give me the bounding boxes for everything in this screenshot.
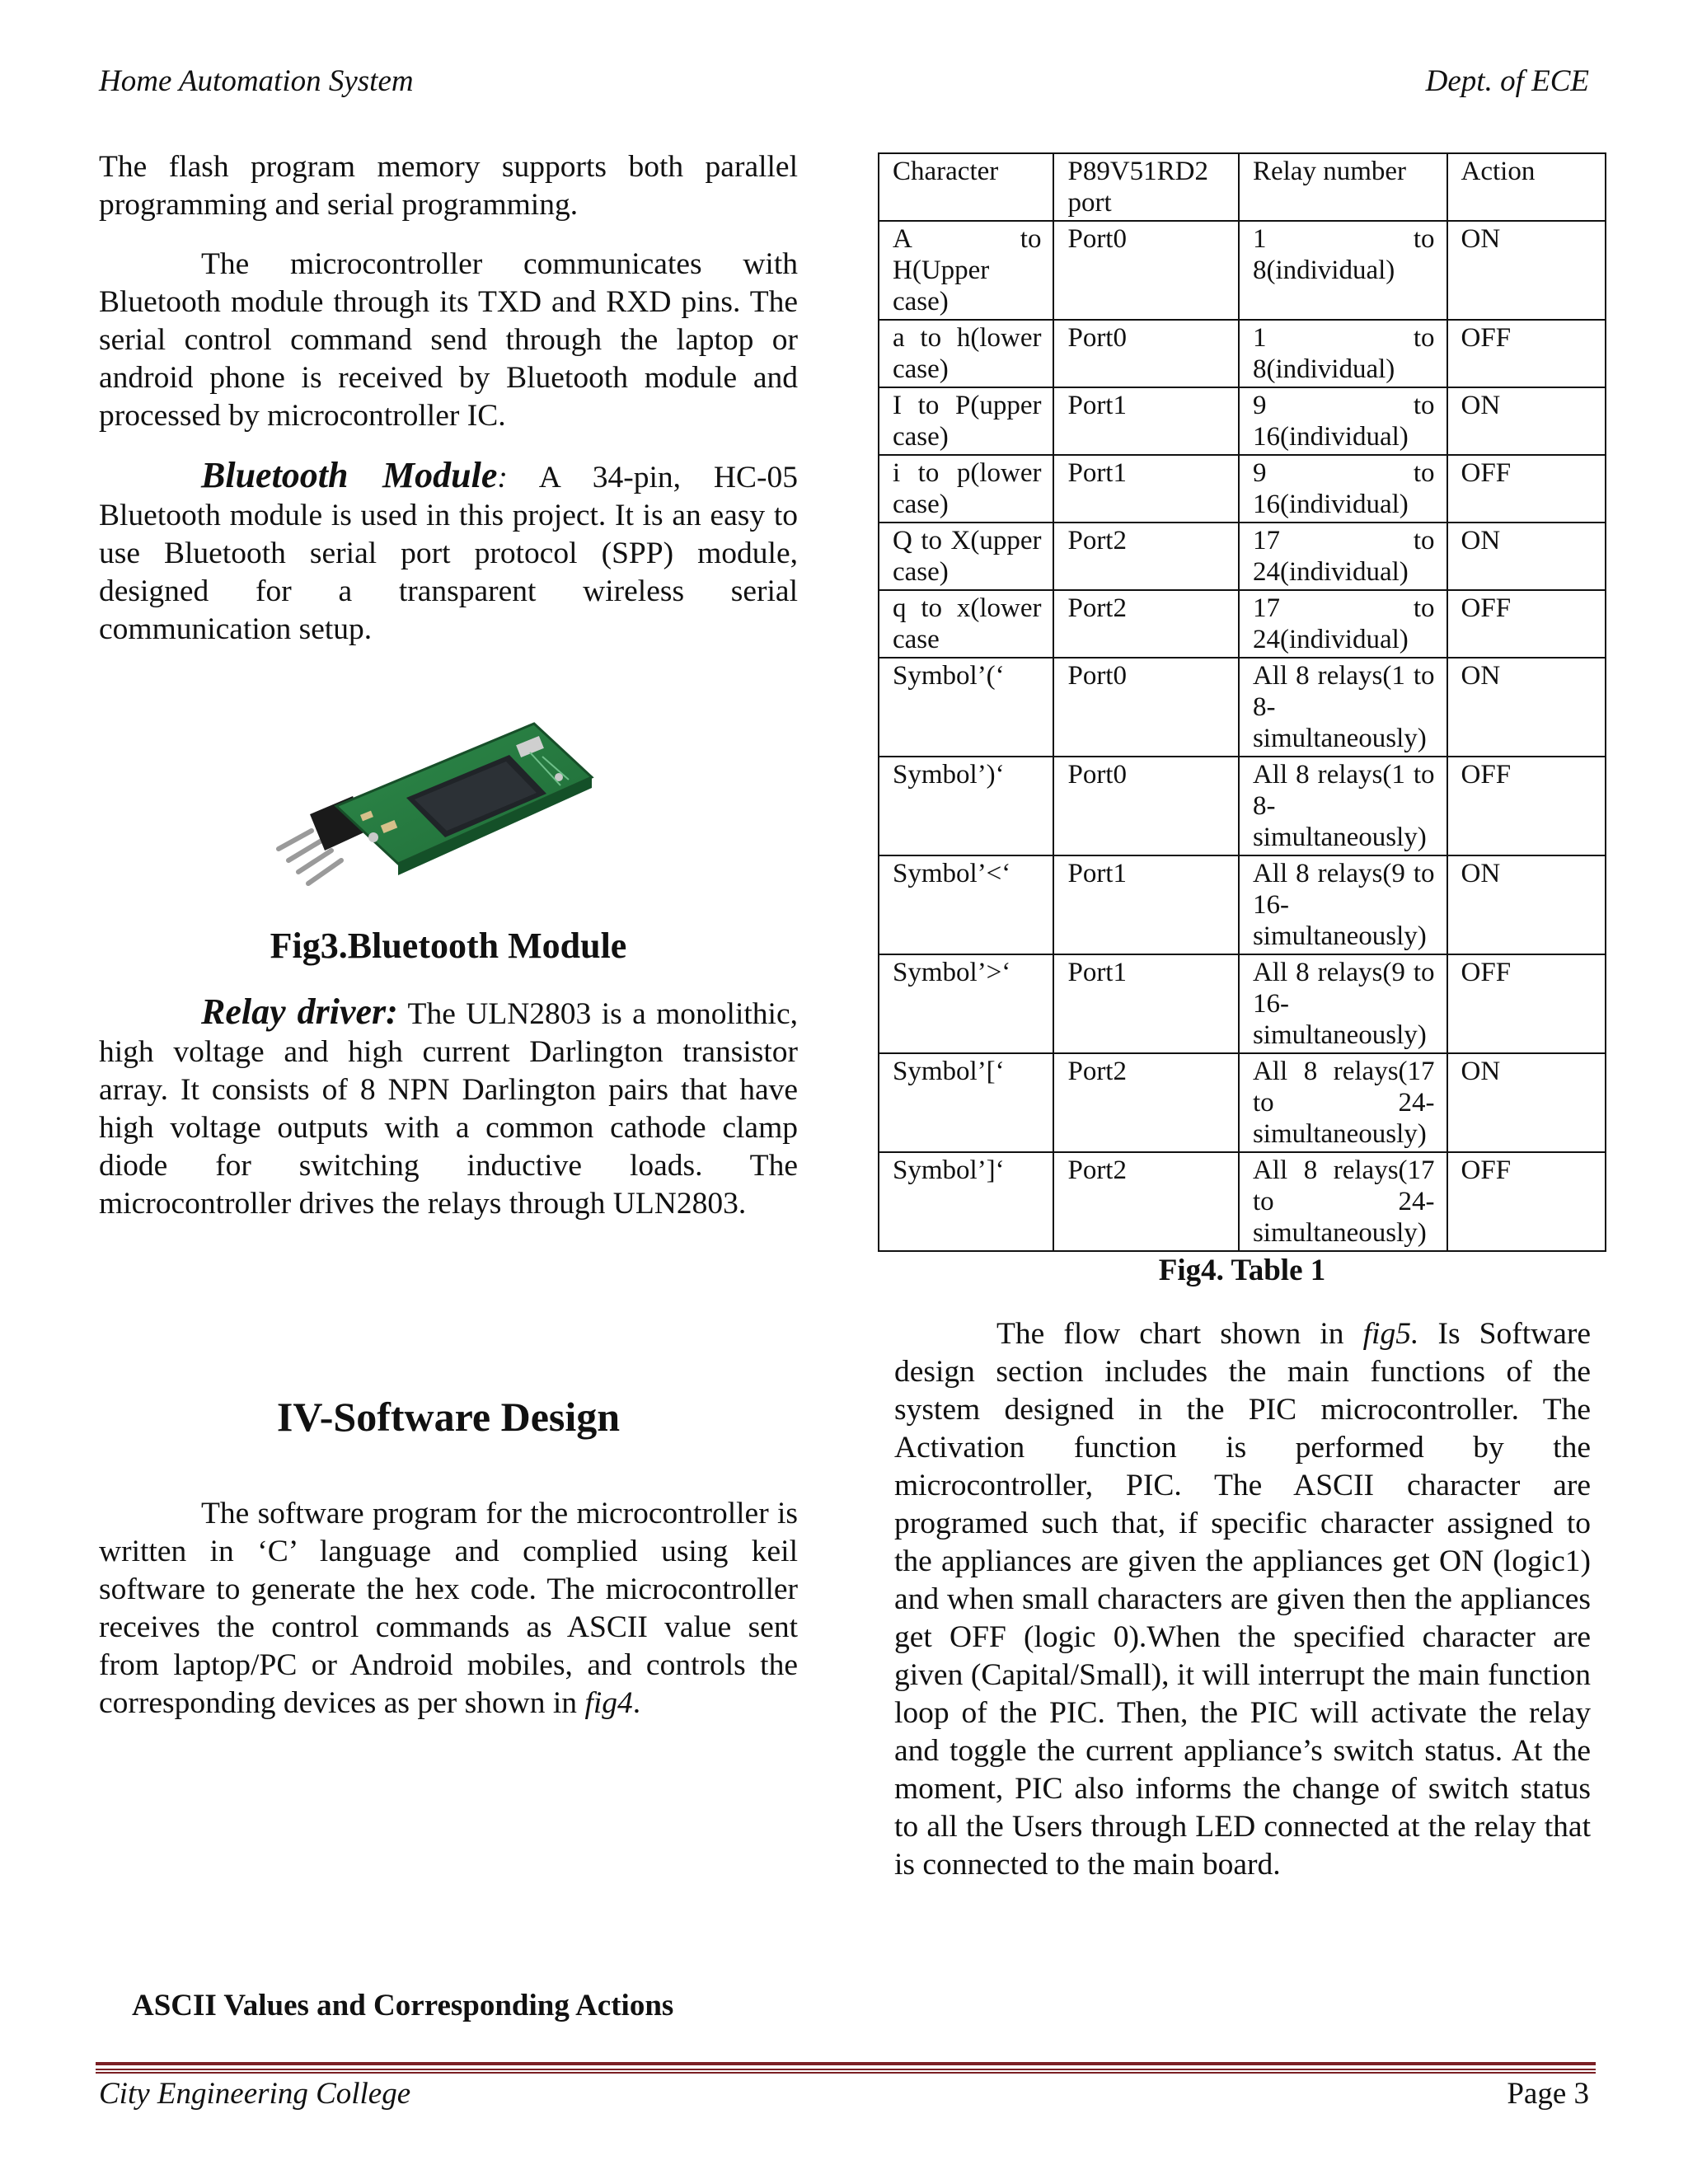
table-row xyxy=(879,757,1606,855)
table-cell: OFF xyxy=(1447,320,1606,387)
table-header-cell: Relay number xyxy=(1239,153,1447,221)
table-cell: 17 to 24(individual) xyxy=(1239,523,1447,590)
table-cell: ON xyxy=(1447,1053,1606,1152)
table-cell: Port0 xyxy=(1053,757,1239,855)
table-cell: Symbol’)‘ xyxy=(879,757,1053,855)
table-cell: ON xyxy=(1447,855,1606,954)
table-cell: Port1 xyxy=(1053,455,1239,523)
table-row xyxy=(879,387,1606,455)
left-column xyxy=(99,148,798,649)
header-title: Home Automation System xyxy=(99,64,414,98)
header-department: Dept. of ECE xyxy=(1425,64,1589,98)
para-software xyxy=(99,1495,798,1722)
table-cell: Port0 xyxy=(1053,658,1239,757)
fig5-reference: fig5. xyxy=(1362,1317,1419,1351)
table-header-row xyxy=(879,153,1606,221)
footer-rule xyxy=(96,2062,1596,2065)
fig4-reference: fig4 xyxy=(584,1686,633,1720)
fig3-caption: Fig3.Bluetooth Module xyxy=(270,926,627,966)
table-cell: All 8 relays(1 to 8-simultaneously) xyxy=(1239,757,1447,855)
software-design-heading: IV-Software Design xyxy=(276,1394,621,1440)
para-flash-memory: The flash program memory supports both parallel programming and serial programming. xyxy=(99,150,798,222)
bluetooth-text: A 34-pin, HC-05 Bluetooth module is used in this project. It is an easy to use Bluetooth serial port protocol (SPP) module, designed for a transparent wireless serial communication setup. xyxy=(99,461,799,646)
table-row xyxy=(879,1053,1606,1152)
table-cell: 9 to 16(individual) xyxy=(1239,387,1447,455)
table-row xyxy=(879,320,1606,387)
bluetooth-colon: : xyxy=(497,461,508,494)
table-row xyxy=(879,658,1606,757)
flowchart-text-cont: Is Software design section includes the main functions of the system designed in the PIC microcontroller. The Activation function is performed by the microcontroller, PIC. The ASCII character are programed such that, if specific character assigned to the appliances are given the appliances get ON (logic1) and when small characters are given then the appliances get OFF (logic 0).When the specified character are given (Capital/Small), it will interrupt the main function loop of the PIC. Then, the PIC will activate the relay and toggle the current appliance’s switch status. At the moment, PIC also informs the change of switch status to all the Users through LED connected at the relay that is connected to the main board. xyxy=(894,1317,1592,1882)
table-cell: OFF xyxy=(1447,590,1606,658)
table-row xyxy=(879,954,1606,1053)
footer-rule-thin xyxy=(96,2072,1596,2074)
table-cell: ON xyxy=(1447,221,1606,320)
table-cell: All 8 relays(9 to 16-simultaneously) xyxy=(1239,954,1447,1053)
table-cell: I to P(upper case) xyxy=(879,387,1053,455)
table-row xyxy=(879,221,1606,320)
table-cell: Port2 xyxy=(1053,1152,1239,1251)
table-cell: ON xyxy=(1447,658,1606,757)
footer-college: City Engineering College xyxy=(99,2077,411,2111)
table-cell: OFF xyxy=(1447,455,1606,523)
table-header-cell: Character xyxy=(879,153,1053,221)
fig4-caption: Fig4. Table 1 xyxy=(1158,1254,1326,1287)
flowchart-section xyxy=(894,1315,1591,1884)
table-cell: Port0 xyxy=(1053,221,1239,320)
table-cell: a to h(lower case) xyxy=(879,320,1053,387)
table-cell: Port0 xyxy=(1053,320,1239,387)
table-cell: A to H(Upper case) xyxy=(879,221,1053,320)
para-bluetooth xyxy=(99,457,798,649)
para-flowchart xyxy=(894,1315,1591,1884)
bluetooth-heading: Bluetooth Module xyxy=(201,455,498,495)
table-cell: Port1 xyxy=(1053,387,1239,455)
relay-driver-section xyxy=(99,993,798,1223)
table-cell: Port1 xyxy=(1053,954,1239,1053)
table-cell: Port2 xyxy=(1053,523,1239,590)
table-cell: Symbol’>‘ xyxy=(879,954,1053,1053)
table-cell: Port2 xyxy=(1053,590,1239,658)
table-cell: 1 to 8(individual) xyxy=(1239,320,1447,387)
table-cell: Port1 xyxy=(1053,855,1239,954)
table-cell: 1 to 8(individual) xyxy=(1239,221,1447,320)
page-number: Page 3 xyxy=(1507,2077,1589,2111)
table-body xyxy=(879,153,1606,1251)
software-text-end: . xyxy=(632,1686,641,1720)
table-row xyxy=(879,455,1606,523)
table-cell: OFF xyxy=(1447,757,1606,855)
relay-driver-heading: Relay driver: xyxy=(201,991,398,1032)
table-cell: All 8 relays(1 to 8-simultaneously) xyxy=(1239,658,1447,757)
relay-driver-text: The ULN2803 is a monolithic, high voltage and high current Darlington transistor array. It consists of 8 NPN Darlington pairs that have high voltage outputs with a common cathode clamp diode for switching inductive loads. The microcontroller drives the relays through ULN2803. xyxy=(99,997,798,1221)
table-cell: All 8 relays(17 to 24-simultaneously) xyxy=(1239,1152,1447,1251)
table-cell: Symbol’<‘ xyxy=(879,855,1053,954)
table-row xyxy=(879,1152,1606,1251)
footer-rule-thin xyxy=(96,2069,1596,2070)
table-cell: OFF xyxy=(1447,1152,1606,1251)
table-cell: Q to X(upper case) xyxy=(879,523,1053,590)
table-row xyxy=(879,855,1606,954)
flowchart-text: The flow chart shown in xyxy=(996,1317,1363,1351)
table-row xyxy=(879,590,1606,658)
table-cell: All 8 relays(9 to 16-simultaneously) xyxy=(1239,855,1447,954)
ascii-action-table xyxy=(878,152,1606,1252)
table-cell: 9 to 16(individual) xyxy=(1239,455,1447,523)
table-header-cell: P89V51RD2 port xyxy=(1053,153,1239,221)
table-cell: OFF xyxy=(1447,954,1606,1053)
table-cell: Symbol’]‘ xyxy=(879,1152,1053,1251)
table-cell: Symbol’(‘ xyxy=(879,658,1053,757)
table-header-cell: Action xyxy=(1447,153,1606,221)
table-cell: ON xyxy=(1447,387,1606,455)
software-design-section xyxy=(99,1495,798,1722)
ascii-heading: ASCII Values and Corresponding Actions xyxy=(132,1989,674,2022)
table-cell: q to x(lower case xyxy=(879,590,1053,658)
table-cell: 17 to 24(individual) xyxy=(1239,590,1447,658)
table-cell: Port2 xyxy=(1053,1053,1239,1152)
table-cell: Symbol’[‘ xyxy=(879,1053,1053,1152)
table-cell: ON xyxy=(1447,523,1606,590)
table-row xyxy=(879,523,1606,590)
para-relay-driver xyxy=(99,993,798,1223)
table-cell: All 8 relays(17 to 24-simultaneously) xyxy=(1239,1053,1447,1152)
software-text: The software program for the microcontroller is written in ‘C’ language and complied using keil software to generate the hex code. The microcontroller receives the control commands as ASCII value sent from laptop/PC or Android mobiles, and controls the corresponding devices as per shown in xyxy=(99,1497,798,1720)
table-cell: i to p(lower case) xyxy=(879,455,1053,523)
bluetooth-module-image xyxy=(262,707,608,909)
para-uart: The microcontroller communicates with Bluetooth module through its TXD and RXD pins. The serial control command send through the laptop or android phone is received by Bluetooth module and processed by microcontroller IC. xyxy=(99,247,798,433)
